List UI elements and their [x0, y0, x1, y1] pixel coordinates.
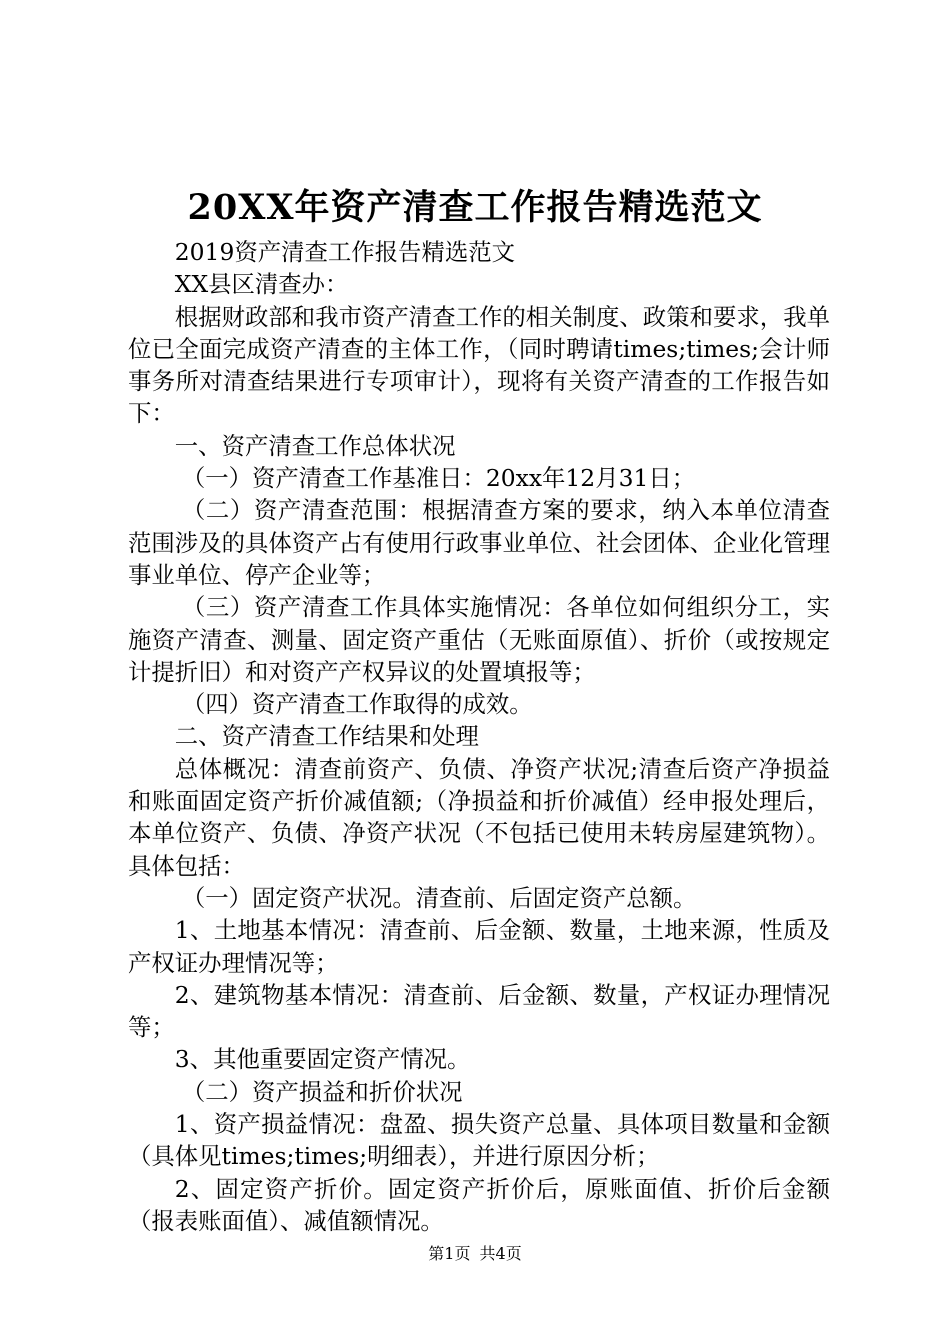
body-paragraph: 根据财政部和我市资产清查工作的相关制度、政策和要求，我单位已全面完成资产清查的主体工作，（同时聘请times;times;会计师事务所对清查结果进行专项审计），现将有关资产清查的工作报告如下：	[128, 302, 830, 428]
body-paragraph: 2019资产清查工作报告精选范文	[174, 238, 516, 266]
body-paragraph: （四）资产清查工作取得的成效。	[181, 690, 533, 719]
page-footer: 第1页 共4页	[428, 1244, 522, 1263]
document-body	[128, 236, 830, 1237]
body-paragraph: 3、其他重要固定资产情况。	[174, 1045, 471, 1074]
body-paragraph: （三）资产清查工作具体实施情况：各单位如何组织分工，实施资产清查、测量、固定资产重估（无账面原值）、折价（或按规定计提折旧）和对资产产权异议的处置填报等；	[128, 593, 830, 686]
document-title: 20XX年资产清查工作报告精选范文	[187, 187, 763, 228]
body-paragraph: 1、资产损益情况：盘盈、损失资产总量、具体项目数量和金额（具体见times;times;明细表），并进行原因分析；	[128, 1110, 830, 1171]
body-paragraph: 2、建筑物基本情况：清查前、后金额、数量，产权证办理情况等；	[128, 980, 830, 1042]
body-paragraph: XX县区清查办：	[174, 270, 349, 299]
section-heading: 二、资产清查工作结果和处理	[174, 722, 479, 751]
body-paragraph: （二）资产损益和折价状况	[181, 1077, 463, 1106]
body-paragraph: 总体概况：清查前资产、负债、净资产状况;清查后资产净损益和账面固定资产折价减值额;（净损益和折价减值）经申报处理后，本单位资产、负债、净资产状况（不包括已使用未转房屋建筑物）。具体包括：	[128, 754, 830, 880]
section-heading: 一、资产清查工作总体状况	[174, 431, 456, 460]
body-paragraph: 1、土地基本情况：清查前、后金额、数量，土地来源，性质及产权证办理情况等；	[128, 916, 830, 977]
body-paragraph: （二）资产清查范围：根据清查方案的要求，纳入本单位清查范围涉及的具体资产占有使用行政事业单位、社会团体、企业化管理事业单位、停产企业等；	[128, 496, 830, 589]
body-paragraph: 2、固定资产折价。固定资产折价后，原账面值、折价后金额（报表账面值）、减值额情况。	[128, 1174, 830, 1235]
body-paragraph: （一）固定资产状况。清查前、后固定资产总额。	[181, 883, 697, 912]
body-paragraph: （一）资产清查工作基准日：20xx年12月31日；	[181, 464, 696, 493]
